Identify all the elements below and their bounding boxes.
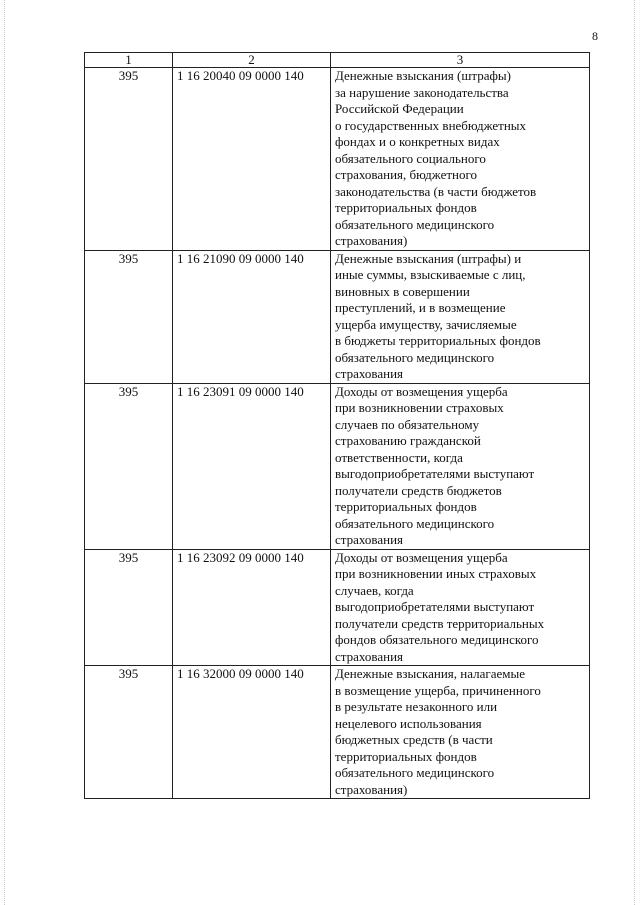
- admin-code-cell: 395: [85, 250, 173, 383]
- revenue-name-line: получатели средств территориальных: [335, 615, 545, 631]
- revenue-name-line: Денежные взыскания (штрафы): [335, 68, 511, 83]
- revenue-name-line: в бюджеты территориальных фондов: [335, 333, 541, 348]
- revenue-name-line: случаев по обязательному: [335, 416, 480, 432]
- revenue-name-cell: [331, 549, 590, 666]
- table-body: [85, 68, 590, 799]
- header-row: [85, 53, 590, 68]
- revenue-code-cell: 1 16 20040 09 0000 140: [173, 68, 331, 251]
- revenue-name-line: фондов обязательного медицинского: [335, 632, 539, 647]
- header-col-3: 3: [331, 53, 590, 68]
- revenue-name-line: виновных в совершении: [335, 283, 470, 299]
- scan-edge-left: [4, 0, 6, 905]
- revenue-name-line: страхования): [335, 233, 408, 248]
- revenue-name-line: за нарушение законодательства: [335, 84, 509, 100]
- table-header: [85, 53, 590, 68]
- revenue-name-line: страхования: [335, 648, 404, 664]
- revenue-name-line: страхования, бюджетного: [335, 167, 478, 182]
- budget-revenue-table: [84, 52, 590, 799]
- revenue-code-cell: 1 16 23092 09 0000 140: [173, 549, 331, 666]
- admin-code-cell: 395: [85, 549, 173, 666]
- revenue-name-line: обязательного медицинского: [335, 765, 495, 780]
- revenue-name-line: Денежные взыскания (штрафы) и: [335, 250, 522, 266]
- revenue-name-line: обязательного медицинского: [335, 349, 495, 365]
- revenue-name-line: в возмещение ущерба, причиненного: [335, 682, 541, 698]
- table-row: [85, 68, 590, 251]
- revenue-code-cell: 1 16 21090 09 0000 140: [173, 250, 331, 383]
- revenue-code-cell: 1 16 32000 09 0000 140: [173, 666, 331, 799]
- revenue-name-line: законодательства (в части бюджетов: [335, 183, 537, 199]
- header-col-1: 1: [85, 53, 173, 68]
- revenue-name-line: нецелевого использования: [335, 715, 482, 731]
- admin-code-cell: 395: [85, 68, 173, 251]
- revenue-name-cell: [331, 666, 590, 799]
- revenue-name-line: ущерба имуществу, зачисляемые: [335, 316, 517, 332]
- admin-code-cell: 395: [85, 666, 173, 799]
- revenue-name-line: страхования): [335, 781, 408, 797]
- page-number: 8: [592, 29, 598, 43]
- revenue-name-cell: [331, 68, 590, 251]
- revenue-name-line: территориальных фондов: [335, 200, 477, 215]
- revenue-name-line: Доходы от возмещения ущерба: [335, 549, 508, 565]
- revenue-name-line: территориальных фондов: [335, 499, 477, 514]
- table-row: [85, 666, 590, 799]
- revenue-name-line: выгодоприобретателями выступают: [335, 466, 535, 481]
- revenue-name-line: территориальных фондов: [335, 748, 477, 764]
- revenue-name-cell: [331, 250, 590, 383]
- revenue-name-line: выгодоприобретателями выступают: [335, 599, 535, 614]
- revenue-name-line: Доходы от возмещения ущерба: [335, 383, 508, 399]
- revenue-name-cell: [331, 383, 590, 549]
- revenue-name-line: страхования: [335, 532, 404, 547]
- revenue-name-line: о государственных внебюджетных: [335, 117, 527, 133]
- revenue-name-line: обязательного медицинского: [335, 515, 495, 531]
- revenue-name-line: в результате незаконного или: [335, 699, 498, 714]
- revenue-name-line: иные суммы, взыскиваемые с лиц,: [335, 267, 526, 282]
- revenue-name-line: при возникновении страховых: [335, 400, 504, 415]
- admin-code-cell: 395: [85, 383, 173, 549]
- table-row: [85, 383, 590, 549]
- revenue-name-line: преступлений, и в возмещение: [335, 300, 506, 315]
- revenue-code-cell: 1 16 23091 09 0000 140: [173, 383, 331, 549]
- scan-edge-right: [634, 0, 636, 905]
- revenue-name-line: фондах и о конкретных видах: [335, 134, 500, 149]
- revenue-name-line: ответственности, когда: [335, 449, 463, 465]
- table-row: [85, 549, 590, 666]
- revenue-name-line: обязательного медицинского: [335, 216, 495, 232]
- revenue-name-line: страхования: [335, 366, 404, 381]
- header-col-2: 2: [173, 53, 331, 68]
- revenue-name-line: случаев, когда: [335, 582, 414, 598]
- revenue-name-line: при возникновении иных страховых: [335, 566, 537, 581]
- table-row: [85, 250, 590, 383]
- revenue-name-line: Российской Федерации: [335, 101, 464, 116]
- revenue-name-line: получатели средств бюджетов: [335, 482, 502, 498]
- revenue-name-line: обязательного социального: [335, 150, 486, 166]
- revenue-name-line: страхованию гражданской: [335, 433, 481, 448]
- revenue-name-line: Денежные взыскания, налагаемые: [335, 666, 525, 681]
- revenue-name-line: бюджетных средств (в части: [335, 732, 493, 747]
